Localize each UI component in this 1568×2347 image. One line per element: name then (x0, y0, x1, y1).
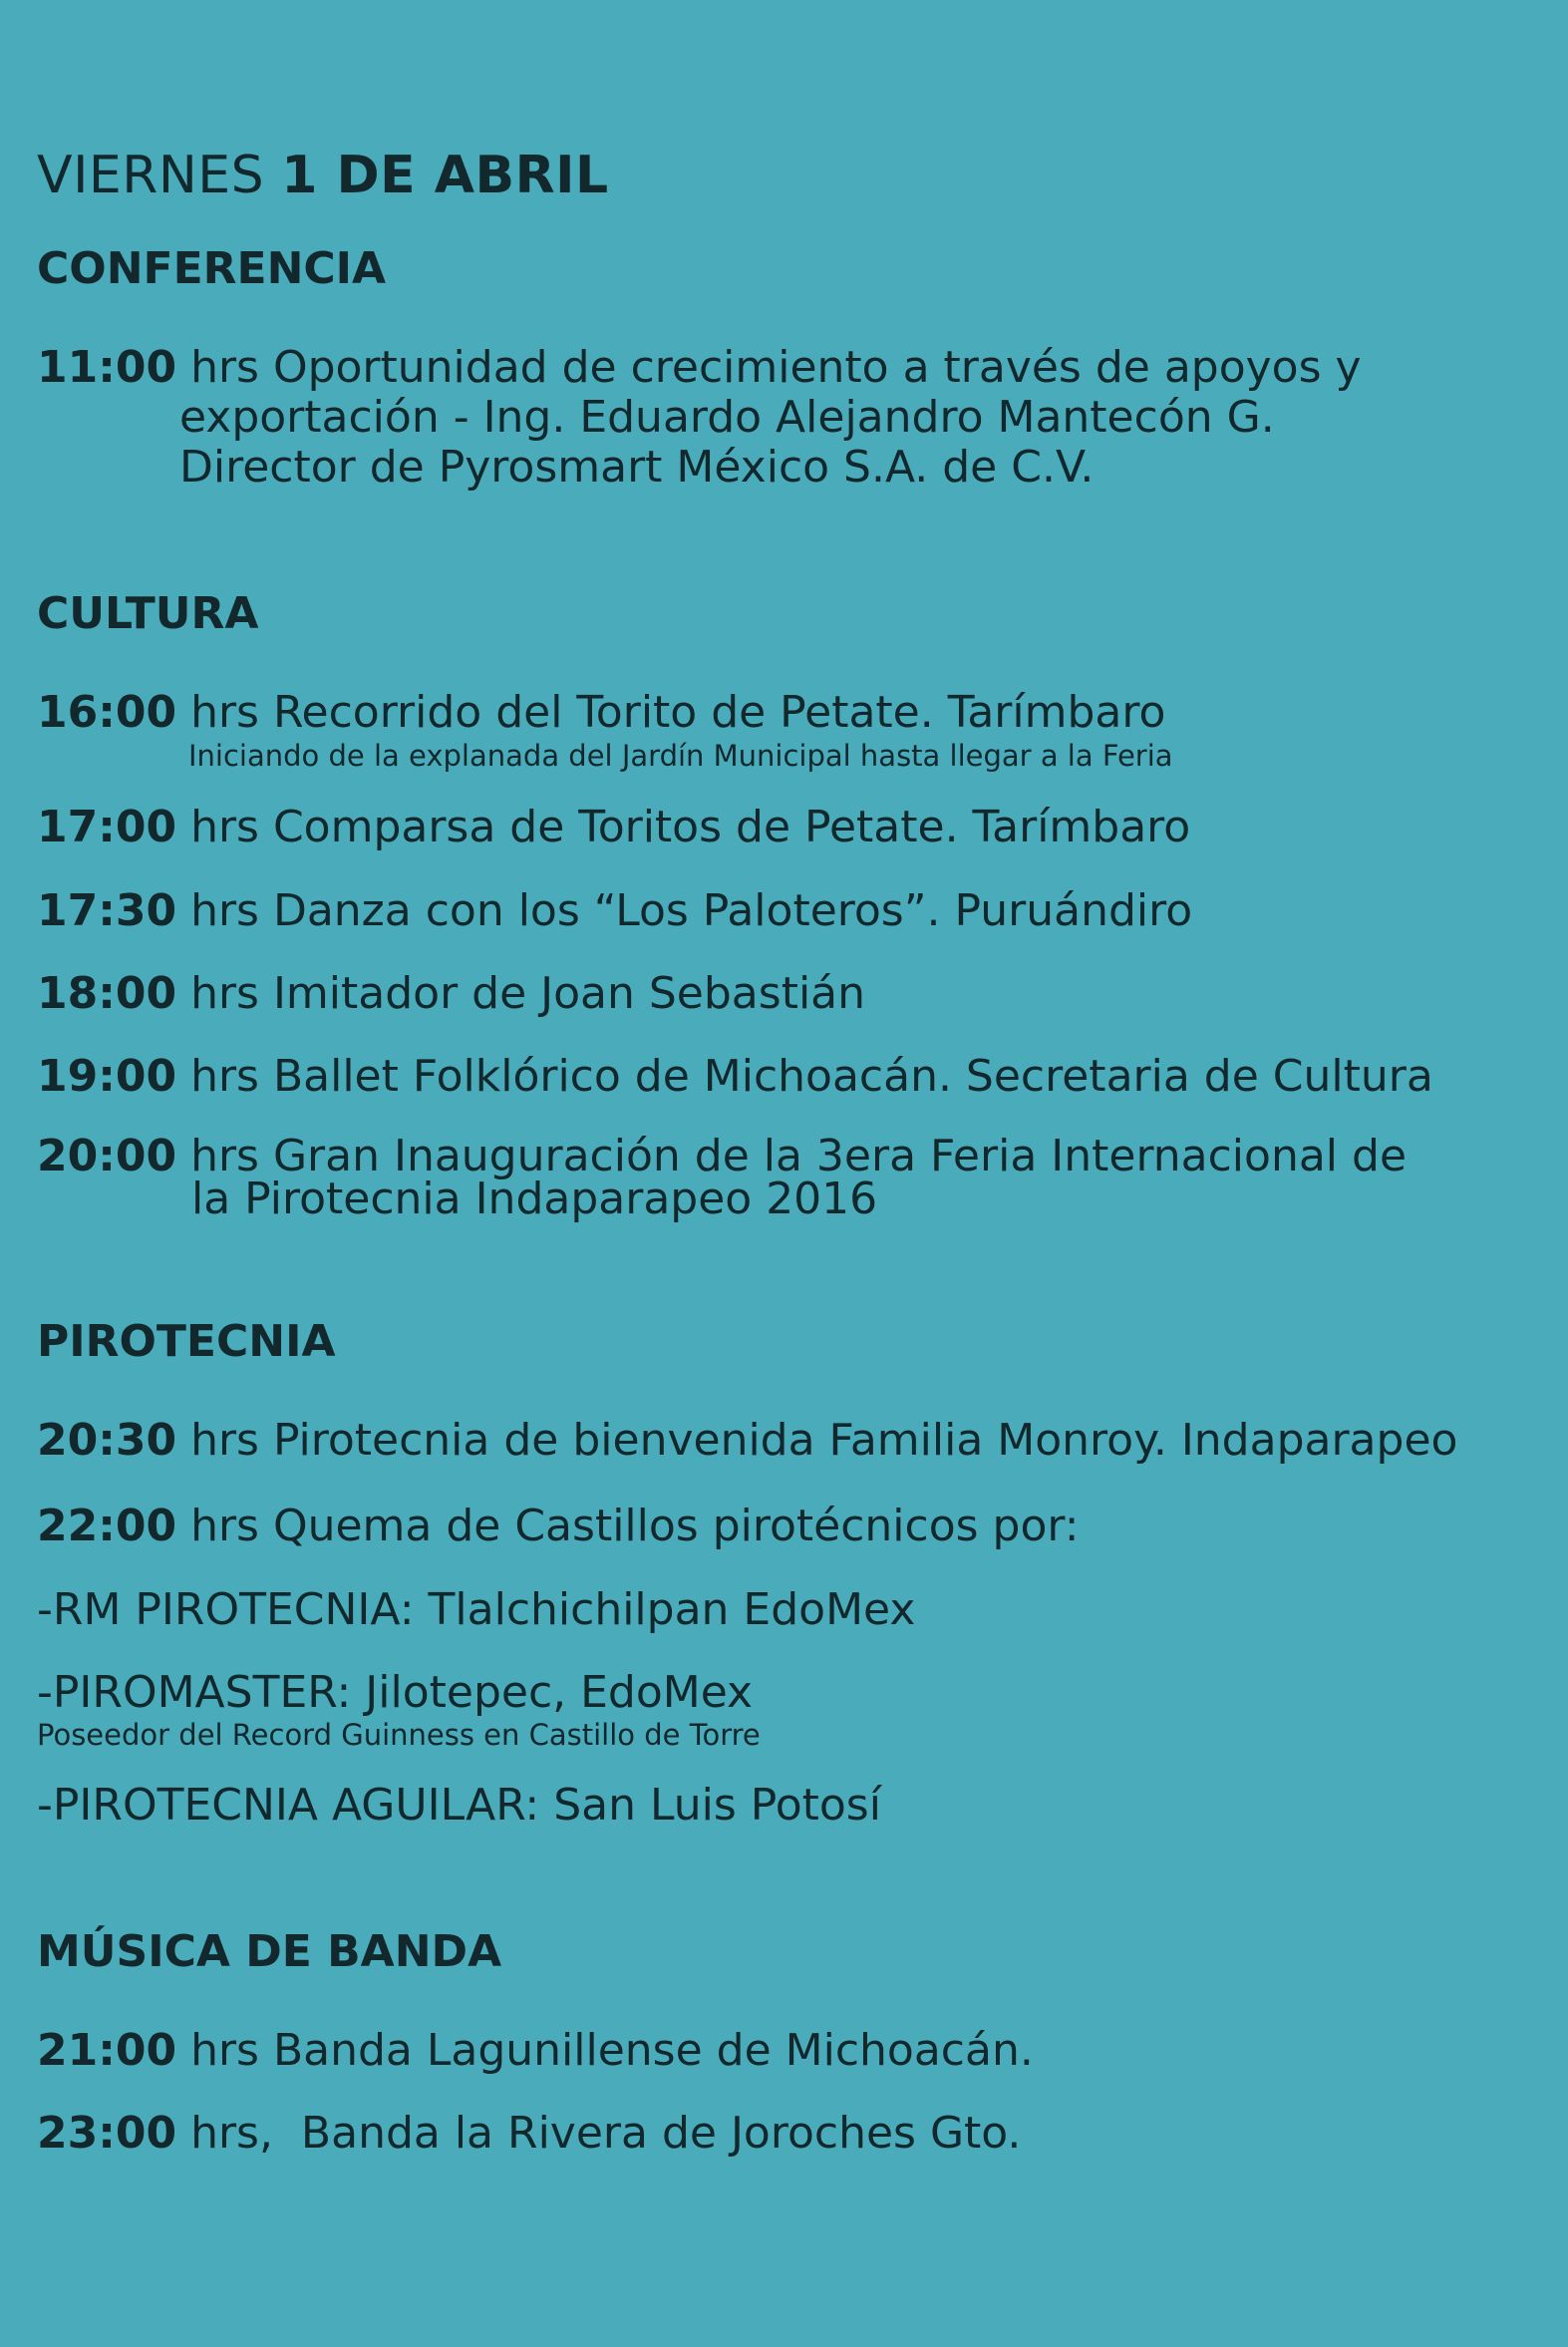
event-musica-1 (37, 2026, 1538, 2076)
event-cultura-5 (37, 1052, 1538, 1102)
event-time: 19:00 (37, 1050, 177, 1102)
event-time: 22:00 (37, 1501, 177, 1552)
section-title-cultura: CULTURA (37, 588, 259, 640)
event-time: 21:00 (37, 2024, 177, 2076)
event-musica-2 (37, 2109, 1538, 2159)
event-cultura-4 (37, 969, 1538, 1019)
event-time: 20:00 (37, 1131, 177, 1182)
provider-note: Poseedor del Record Guinness en Castillo de Torre (37, 1717, 761, 1752)
event-text-line2: exportación - Ing. Eduardo Alejandro Mantecón G. (179, 392, 1275, 444)
event-text: hrs Ballet Folklórico de Michoacán. Secretaria de Cultura (190, 1050, 1433, 1102)
day-weekday: VIERNES (37, 146, 265, 205)
day-date: 1 DE ABRIL (281, 146, 609, 205)
provider-3 (37, 1781, 1538, 1831)
event-time: 17:30 (37, 884, 177, 936)
event-time: 16:00 (37, 687, 177, 739)
provider-text: -PIROTECNIA AGUILAR: San Luis Potosí (37, 1779, 881, 1831)
event-cultura-3 (37, 886, 1538, 936)
event-cultura-1 (37, 688, 1538, 773)
section-title-musica: MÚSICA DE BANDA (37, 1925, 502, 1977)
provider-1 (37, 1585, 1538, 1635)
event-cultura-2 (37, 803, 1538, 852)
provider-text: -RM PIROTECNIA: Tlalchichilpan EdoMex (37, 1583, 916, 1635)
section-title-conferencia: CONFERENCIA (37, 243, 387, 294)
event-conferencia (37, 343, 1538, 493)
section-title-pirotecnia: PIROTECNIA (37, 1316, 336, 1368)
event-time: 17:00 (37, 802, 177, 853)
event-time: 20:30 (37, 1415, 177, 1467)
event-time: 11:00 (37, 342, 177, 393)
event-text: hrs, Banda la Rivera de Joroches Gto. (190, 2108, 1022, 2159)
schedule-page (37, 146, 1538, 2159)
event-time: 18:00 (37, 967, 177, 1019)
event-cultura-6 (37, 1131, 1538, 1225)
event-text: hrs Gran Inauguración de la 3era Feria Internacional de (190, 1131, 1408, 1182)
event-pirotecnia-2 (37, 1502, 1538, 1551)
event-text: hrs Banda Lagunillense de Michoacán. (190, 2024, 1034, 2076)
event-text: hrs Imitador de Joan Sebastián (190, 967, 866, 1019)
event-text-line2: la Pirotecnia Indaparapeo 2016 (191, 1174, 878, 1225)
day-title (37, 146, 1538, 205)
event-text: hrs Pirotecnia de bienvenida Familia Monroy. Indaparapeo (190, 1415, 1458, 1467)
event-note: Iniciando de la explanada del Jardín Municipal hasta llegar a la Feria (188, 738, 1173, 773)
event-text: hrs Comparsa de Toritos de Petate. Tarímbaro (190, 802, 1191, 853)
event-text: hrs Oportunidad de crecimiento a través de apoyos y (190, 342, 1362, 393)
event-pirotecnia-1 (37, 1416, 1538, 1466)
event-text: hrs Quema de Castillos pirotécnicos por: (190, 1501, 1080, 1552)
event-text: hrs Recorrido del Torito de Petate. Tarímbaro (190, 687, 1166, 739)
provider-text: -PIROMASTER: Jilotepec, EdoMex (37, 1666, 754, 1718)
event-text-line3: Director de Pyrosmart México S.A. de C.V. (179, 442, 1095, 494)
event-time: 23:00 (37, 2108, 177, 2159)
provider-2 (37, 1668, 1538, 1753)
event-text: hrs Danza con los “Los Paloteros”. Puruándiro (190, 884, 1193, 936)
